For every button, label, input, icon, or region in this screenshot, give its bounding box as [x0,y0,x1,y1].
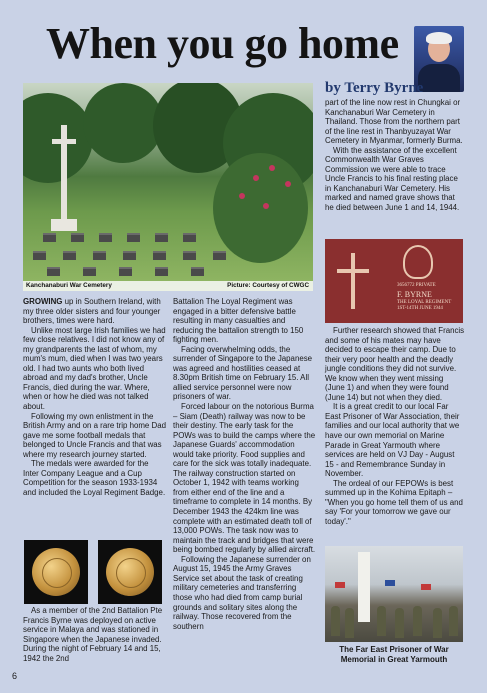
article-title: When you go home [46,19,399,68]
cemetery-photo-caption [23,281,313,291]
paragraph: Forced labour on the notorious Burma – Siam (Death) railway was now to be their destiny. The early task for the POWs was to build the camps where the Japanese Guards' accommodation would take priority. Food supplies and care for the sick was totally inadequate. The railway construction started on October 1, 1942 with teams working from either end of the line and a timeframe to complete in 14 months. By December 1943 the 424km line was complete with an estimated death toll of 13,000 POWs. The task now was to maintain the track and bridges that were being bombed regularly by allied aircraft. [173,402,316,555]
paragraph: Following the Japanese surrender on August 15, 1945 the Army Graves Service set about the task of creating military cemeteries and transferring those who had died from camp burial grounds and solitary sites along the railway. Those recovered from the southern [173,554,311,631]
cemetery-caption-title: Kanchanaburi War Cemetery [26,282,112,289]
paragraph: GROWING up in Southern Ireland, with my three older sisters and four younger brothers, times were hard. [23,297,161,326]
paragraph: The ordeal of our FEPOWs is best summed up in the Kohima Epitaph – "When you go home tell them of us and say 'For your tomorrow we gave our today'." [325,478,463,526]
column-2 [173,297,316,631]
paragraph: Further research showed that Francis and some of his mates may have decided to escape their camp. Due to their very poor health and the deadly jungle conditions they did not survive. We know when they went missing (June 1) and when they were found (June 14) but not when they died. [325,326,465,402]
paragraph: Facing overwhelming odds, the surrender of Singapore to the Japanese was agreed and hostilities ceased at 8.30pm British time on February 15. All allied service personnel were now prisoners of war. [173,344,313,402]
column-3-bottom [325,326,465,526]
medal-back-photo [98,540,162,604]
paragraph: Battalion The Loyal Regiment was engaged in a bitter defensive battle resulting in many casualties and reducing the battalion strength to 150 fighting men. [173,297,304,345]
page-number: 6 [12,671,18,681]
cemetery-caption-credit: Picture: Courtesy of CWGC [227,282,309,289]
paragraph: The medals were awarded for the Inter Company League and a Cup Competition for the season 1933-1934 and included the Loyal Regiment Badge. [23,459,166,497]
memorial-photo [325,546,463,642]
memorial-caption: The Far East Prisoner of War Memorial in Great Yarmouth [339,645,449,664]
column-1-bottom [23,606,166,663]
paragraph: Following my own enlistment in the British Army and on a rare trip home Dad gave me some football medals that belonged to Uncle Francis and that was where my research journey started. [23,411,166,459]
paragraph: As a member of the 2nd Battalion Pte Francis Byrne was deployed on active service in Malaya and was stationed in Singapore when the Japanese invaded. During the night of February 14 and 15, 1942 the 2nd [23,606,163,663]
column-3-top [325,98,465,213]
medal-front-photo [24,540,88,604]
byline: by Terry Byrne [325,80,424,96]
paragraph: part of the line now rest in Chungkai or Kanchanaburi War Cemetery in Thailand. Those from the northern part of the line rest in Thanbyuzayat War Cemetery in Myanmar, formerly Burma. [325,98,463,146]
paragraph: It is a great credit to our local Far East Prisoner of War Association, their families and our local authority that we have our own memorial on Marine Parade in Great Yarmouth where services are held on VJ Day - August 15 - and Remembrance Sunday in November. [325,402,460,479]
cemetery-photo [23,83,313,291]
lead-word: GROWING [23,297,63,306]
paragraph: With the assistance of the excellent Commonwealth War Graves Commission we were able to trace Uncle Francis to his final resting place in Kanchanaburi War Cemetery. His marked and named grave shows that he died between June 1 and 14, 1944. [325,145,460,213]
headstone-photo: 3656772 PRIVATE F. BYRNE THE LOYAL REGIMENT 1ST-14TH JUNE 1944 [325,239,463,323]
column-1-top [23,297,166,497]
paragraph: Unlike most large Irish families we had few close relatives. I did not know any of my grandparents the last of whom, my mum's mum, died when I was two years old. I had two aunts who both lived abroad and my dad's brother, Uncle Francis, died during the war. Where, when or how he died was not talked about. [23,325,166,412]
